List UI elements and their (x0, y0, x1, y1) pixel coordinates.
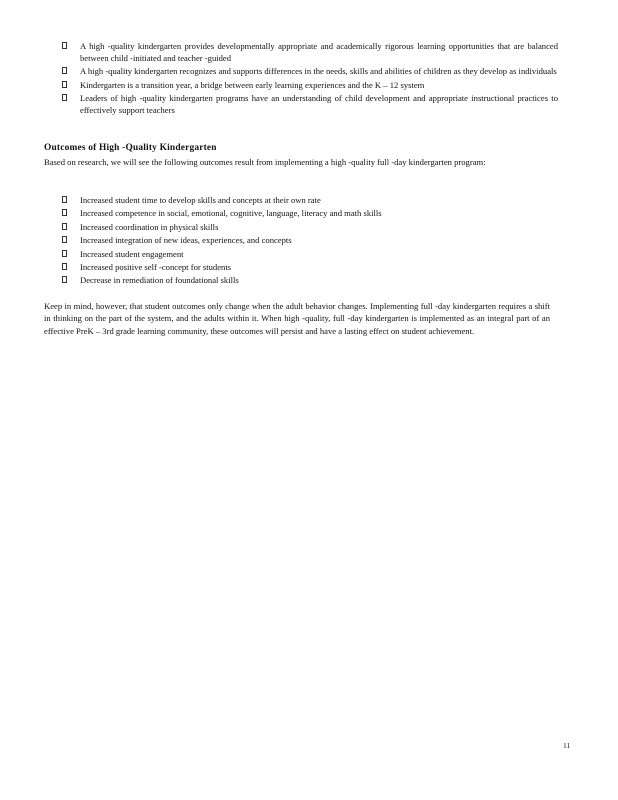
page-number: 11 (563, 741, 571, 750)
bullet-box-icon (62, 276, 67, 283)
intro-paragraph: Based on research, we will see the following outcomes result from implementing a high -quality full -day kindergarten program: (44, 157, 486, 167)
bullet-box-icon (62, 263, 67, 270)
section-heading: Outcomes of High -Quality Kindergarten (44, 143, 217, 153)
bullet-box-icon (62, 223, 67, 230)
list-item: Increased integration of new ideas, experiences, and concepts (62, 234, 542, 246)
list-item: Increased coordination in physical skills (62, 221, 542, 233)
list-item: A high -quality kindergarten provides developmentally appropriate and academically rigorous learning opportunities that are balanced between child -initiated and teacher -guided (62, 40, 558, 64)
closing-paragraph: Keep in mind, however, that student outcomes only change when the adult behavior changes. Implementing full -day kindergarten requires a shift in thinking on the part of the system, and the adults within it. When high -quality, full -day kindergarten is implemented as an integral part of an effective PreK – 3rd grade learning community, these outcomes will persist and have a lasting effect on student achievement. (44, 301, 550, 336)
list-item: Decrease in remediation of foundational skills (62, 274, 542, 286)
quality-characteristics-list (62, 40, 558, 117)
bullet-box-icon (62, 236, 67, 243)
list-item: A high -quality kindergarten recognizes and supports differences in the needs, skills and abilities of children as they develop as individuals (62, 65, 558, 77)
list-item: Leaders of high -quality kindergarten programs have an understanding of child development and appropriate instructional practices to effectively support teachers (62, 92, 558, 116)
list-item: Increased student engagement (62, 248, 542, 260)
list-item: Increased student time to develop skills and concepts at their own rate (62, 194, 542, 206)
bullet-box-icon (62, 42, 67, 49)
list-item: Kindergarten is a transition year, a bridge between early learning experiences and the K – 12 system (62, 79, 558, 91)
bullet-box-icon (62, 67, 67, 74)
outcomes-list (62, 194, 542, 288)
bullet-box-icon (62, 209, 67, 216)
list-item: Increased positive self -concept for students (62, 261, 542, 273)
bullet-box-icon (62, 94, 67, 101)
bullet-box-icon (62, 196, 67, 203)
list-item: Increased competence in social, emotional, cognitive, language, literacy and math skills (62, 207, 542, 219)
bullet-box-icon (62, 81, 67, 88)
bullet-box-icon (62, 250, 67, 257)
